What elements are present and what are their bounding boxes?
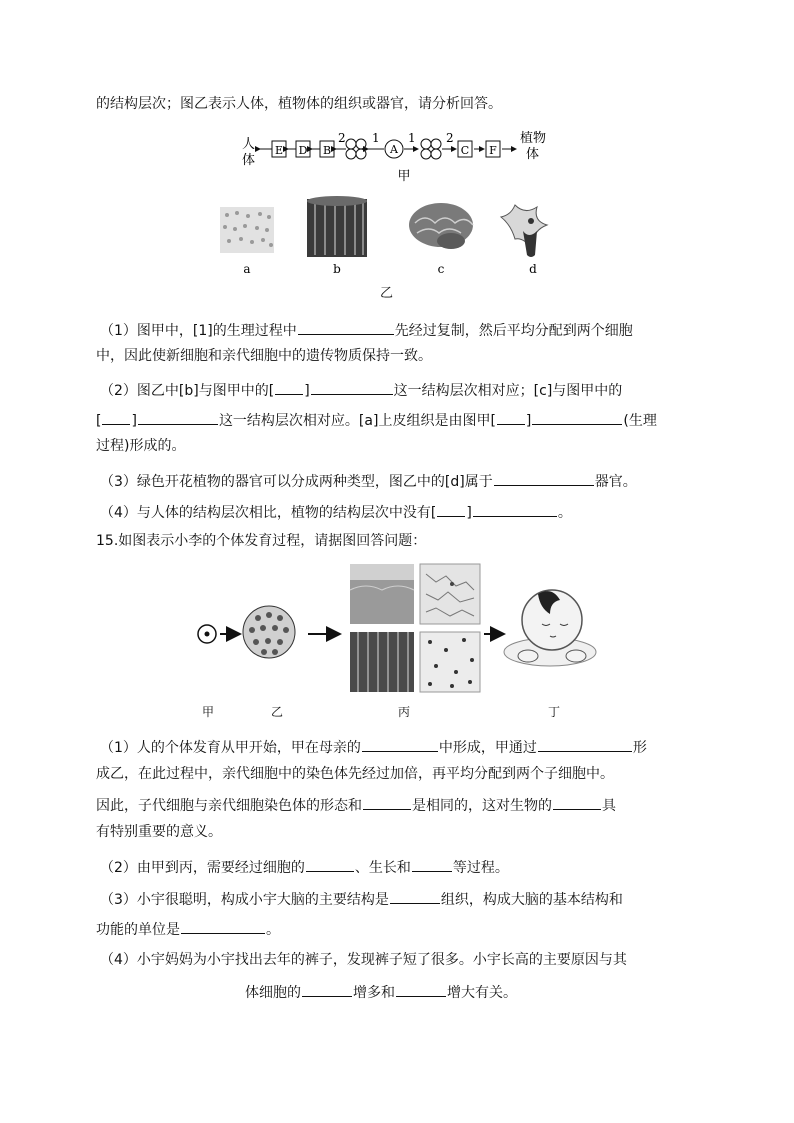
q14-3-line bbox=[100, 469, 637, 492]
label-d: d bbox=[529, 262, 537, 276]
num-1-left: 1 bbox=[372, 131, 380, 145]
q14-2-text-d: [ bbox=[96, 413, 102, 429]
right-end-1: 植物 bbox=[520, 131, 547, 146]
blank-q14-3[interactable] bbox=[494, 469, 594, 486]
blank-q15-1-d[interactable] bbox=[553, 793, 601, 810]
fig-label-bing: 丙 bbox=[398, 705, 411, 719]
q14-2-text-a: （2）图乙中[b]与图甲中的[ bbox=[100, 383, 275, 399]
q15-1-line4: 有特别重要的意义。 bbox=[96, 824, 222, 840]
blank-q14-2-c[interactable] bbox=[102, 408, 130, 425]
box-c-label: C bbox=[460, 144, 470, 157]
q15-title: 15.如图表示小李的个体发育过程，请据图回答问题： bbox=[96, 533, 427, 549]
q14-3-text-a: （3）绿色开花植物的器官可以分成两种类型，图乙中的[d]属于 bbox=[100, 474, 493, 490]
blank-q15-3-b[interactable] bbox=[181, 917, 265, 934]
label-b: b bbox=[333, 262, 341, 276]
q14-2-text-b: ] bbox=[304, 383, 310, 399]
q14-2-text-c: 这一结构层次相对应；[c]与图甲中的 bbox=[393, 383, 623, 399]
q15-4-line1: （4）小宇妈妈为小宇找出去年的裤子，发现裤子短了很多。小宇长高的主要原因与其 bbox=[100, 952, 627, 968]
right-end-2: 体 bbox=[526, 147, 540, 162]
label-c: c bbox=[437, 262, 445, 276]
q15-1-line2: 成乙，在此过程中，亲代细胞中的染色体先经过加倍，再平均分配到两个子细胞中。 bbox=[96, 766, 614, 782]
box-e-label: E bbox=[274, 144, 284, 157]
blank-q15-4-b[interactable] bbox=[396, 980, 446, 997]
q14-2-text-h: (生理 bbox=[623, 413, 657, 429]
q15-1-text-g: 具 bbox=[602, 798, 616, 814]
left-end-2: 体 bbox=[242, 153, 256, 168]
q15-3-text-d: 。 bbox=[266, 922, 280, 938]
q14-2-text-e: ] bbox=[131, 413, 137, 429]
q15-1-line1 bbox=[100, 735, 647, 758]
blank-q15-2-a[interactable] bbox=[306, 855, 354, 872]
q15-3-line1 bbox=[100, 887, 623, 910]
blank-q14-4-b[interactable] bbox=[473, 500, 557, 517]
intro-text: 的结构层次；图乙表示人体，植物体的组织或器官，请分析回答。 bbox=[96, 96, 502, 112]
q15-1-text-e: 因此，子代细胞与亲代细胞染色体的形态和 bbox=[96, 798, 362, 814]
q15-4-text-d: 增大有关。 bbox=[447, 985, 517, 1001]
blank-q15-3-a[interactable] bbox=[390, 887, 440, 904]
num-2-left: 2 bbox=[338, 131, 346, 145]
box-d-label: D bbox=[298, 144, 308, 157]
blank-q14-2-d[interactable] bbox=[138, 408, 218, 425]
q15-4-text-b: 体细胞的 bbox=[245, 985, 301, 1001]
q14-4-text-b: ] bbox=[466, 505, 472, 521]
tissue-nerve-image bbox=[420, 564, 480, 624]
blank-q14-2-e[interactable] bbox=[497, 408, 525, 425]
blank-q14-1[interactable] bbox=[298, 318, 394, 335]
q14-2-text-f: 这一结构层次相对应。[a]上皮组织是由图甲[ bbox=[218, 413, 496, 429]
fig-label-ding: 丁 bbox=[548, 705, 561, 719]
image-d-flower bbox=[501, 205, 547, 257]
caption-yi: 乙 bbox=[380, 286, 394, 301]
q15-2-text-c: 等过程。 bbox=[452, 860, 509, 876]
image-c-brain bbox=[409, 203, 473, 249]
blastula-icon bbox=[243, 606, 295, 658]
label-a: a bbox=[243, 262, 251, 276]
cell-a-label: A bbox=[390, 143, 398, 156]
q14-4-line bbox=[100, 500, 572, 523]
blank-q14-2-f[interactable] bbox=[532, 408, 622, 425]
q14-4-text-a: （4）与人体的结构层次相比，植物的结构层次中没有[ bbox=[100, 505, 437, 521]
q15-4-text-c: 增多和 bbox=[353, 985, 395, 1001]
tissue-epithelial-image bbox=[350, 564, 414, 624]
tissue-connective-image bbox=[420, 632, 480, 692]
q15-3-line2 bbox=[96, 917, 280, 940]
box-b-label: B bbox=[322, 144, 332, 157]
q14-1-text-b: 先经过复制，然后平均分配到两个细胞 bbox=[394, 323, 633, 339]
q14-2-line3: 过程)形成的。 bbox=[96, 438, 186, 454]
q15-3-text-a: （3）小宇很聪明，构成小宇大脑的主要结构是 bbox=[100, 892, 389, 908]
cell-cluster-left bbox=[346, 139, 366, 159]
q15-1-text-c: 形 bbox=[632, 740, 647, 756]
q14-1-line1 bbox=[100, 318, 633, 341]
q15-1-text-b: 中形成，甲通过 bbox=[438, 740, 537, 756]
diagram-jia bbox=[238, 128, 568, 186]
q15-1-text-a: （1）人的个体发育从甲开始，甲在母亲的 bbox=[100, 740, 361, 756]
q14-1-line2: 中，因此使新细胞和亲代细胞中的遗传物质保持一致。 bbox=[96, 348, 432, 364]
left-end-1: 人 bbox=[242, 137, 256, 152]
fig-label-yi: 乙 bbox=[271, 705, 284, 719]
q14-4-text-c: 。 bbox=[557, 505, 572, 521]
q14-2-line2 bbox=[96, 408, 657, 431]
box-f-label: F bbox=[489, 144, 497, 157]
blank-q15-4-a[interactable] bbox=[302, 980, 352, 997]
q15-2-text-a: （2）由甲到丙，需要经过细胞的 bbox=[100, 860, 305, 876]
fig-label-jia: 甲 bbox=[202, 705, 215, 719]
cell-cluster-right bbox=[421, 139, 441, 159]
num-1-right: 1 bbox=[408, 131, 416, 145]
q14-1-text-a: （1）图甲中，[1]的生理过程中 bbox=[100, 323, 297, 339]
q15-1-line3 bbox=[96, 793, 616, 816]
q15-1-text-f: 是相同的，这对生物的 bbox=[412, 798, 552, 814]
blank-q14-2-b[interactable] bbox=[311, 378, 393, 395]
blank-q15-2-b[interactable] bbox=[412, 855, 452, 872]
image-b-muscle bbox=[307, 196, 367, 257]
blank-q15-1-b[interactable] bbox=[538, 735, 632, 752]
tissue-muscle-image bbox=[350, 632, 414, 692]
diagram-yi bbox=[215, 195, 585, 295]
blank-q14-4-a[interactable] bbox=[437, 500, 465, 517]
q14-3-text-b: 器官。 bbox=[594, 474, 637, 490]
q15-3-text-b: 组织，构成大脑的基本结构和 bbox=[440, 892, 623, 908]
development-figure bbox=[190, 560, 610, 700]
q15-3-text-c: 功能的单位是 bbox=[96, 922, 180, 938]
q15-4-line2 bbox=[245, 980, 517, 1003]
baby-icon bbox=[504, 590, 596, 666]
zygote-icon bbox=[198, 625, 216, 643]
q14-2-line1 bbox=[100, 378, 622, 401]
blank-q15-1-c[interactable] bbox=[363, 793, 411, 810]
caption-jia: 甲 bbox=[397, 169, 411, 184]
blank-q15-1-a[interactable] bbox=[362, 735, 438, 752]
blank-q14-2-a[interactable] bbox=[275, 378, 303, 395]
q15-2-line bbox=[100, 855, 509, 878]
q15-2-text-b: 、生长和 bbox=[354, 860, 411, 876]
num-2-right: 2 bbox=[446, 131, 454, 145]
image-a-epithelium bbox=[220, 207, 274, 253]
q14-2-text-g: ] bbox=[525, 413, 532, 429]
